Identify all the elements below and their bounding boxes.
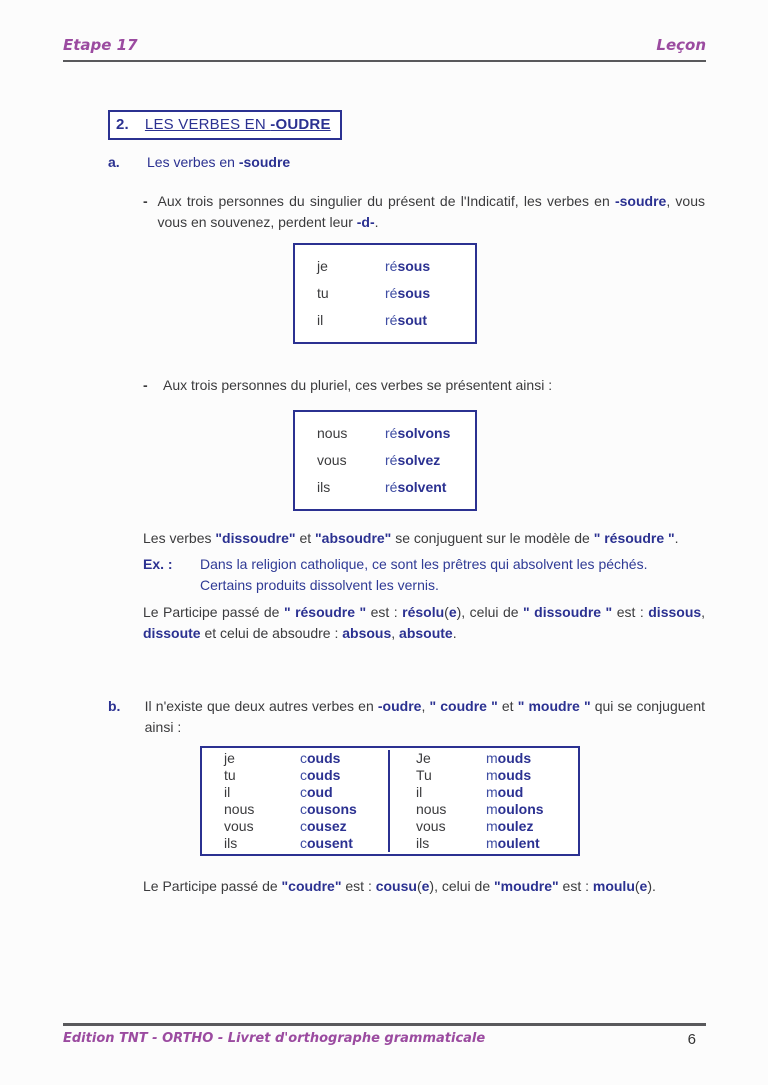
header-etape: Etape 17 xyxy=(63,36,138,54)
verb-ending: ouds xyxy=(497,767,532,783)
bold-term: "moudre" xyxy=(494,878,559,894)
subsection-a-title-text: Les verbes en xyxy=(147,154,239,170)
bold-term: -d- xyxy=(356,214,375,230)
verb-form xyxy=(300,801,357,818)
table-row xyxy=(416,818,578,835)
pronoun: ils xyxy=(416,835,430,851)
pronoun: nous xyxy=(416,801,447,817)
example-sentences xyxy=(200,554,705,596)
verb-stem: c xyxy=(300,801,307,817)
text-segment: ). xyxy=(647,878,656,894)
pronoun: vous xyxy=(416,818,446,834)
bold-term: " coudre " xyxy=(429,698,498,714)
pronoun: vous xyxy=(317,452,347,468)
bold-term: absoute xyxy=(399,625,453,641)
verb-ending: sout xyxy=(397,312,428,328)
conjugation-column-moudre xyxy=(390,750,578,852)
example-label: Ex. : xyxy=(143,556,173,572)
conjugation-box-singular xyxy=(293,243,477,344)
verb-stem: ré xyxy=(385,312,398,328)
verb-form xyxy=(385,423,450,444)
verb-form xyxy=(486,835,540,852)
page-header xyxy=(63,36,706,62)
pronoun: tu xyxy=(224,767,236,783)
bold-term: -soudre xyxy=(614,193,667,209)
verb-stem: ré xyxy=(385,479,398,495)
verb-ending: oulez xyxy=(497,818,534,834)
verb-ending: oulent xyxy=(497,835,540,851)
bold-term: absous xyxy=(342,625,392,641)
table-row xyxy=(224,801,388,818)
paragraph-participe-passe-a xyxy=(143,602,705,644)
bold-term: e xyxy=(448,604,457,620)
table-row xyxy=(416,835,578,852)
text-segment: qui se conjuguent ainsi : xyxy=(144,698,705,735)
verb-stem: m xyxy=(486,784,498,800)
verb-form xyxy=(486,784,523,801)
text-segment: . xyxy=(452,625,457,641)
pronoun: Je xyxy=(416,750,431,766)
verb-ending: sous xyxy=(397,285,431,301)
section-title-bold: -OUDRE xyxy=(270,116,331,133)
verb-form xyxy=(300,750,340,767)
bold-term: e xyxy=(421,878,430,894)
verb-stem: m xyxy=(486,750,498,766)
pronoun: nous xyxy=(317,425,348,441)
section-title xyxy=(145,114,331,135)
table-row xyxy=(224,750,388,767)
footer-edition-text: Edition TNT - ORTHO - Livret d'orthographe grammaticale xyxy=(63,1031,486,1046)
conjugation-row xyxy=(317,420,475,447)
text-segment: Aux trois personnes du singulier du présent de l'Indicatif, les verbes en xyxy=(157,193,615,209)
text-segment: est : xyxy=(612,604,649,620)
verb-stem: ré xyxy=(385,285,398,301)
table-row xyxy=(416,750,578,767)
section-number: 2. xyxy=(116,116,129,133)
pronoun: il xyxy=(224,784,231,800)
bold-term: "coudre" xyxy=(281,878,342,894)
paragraph-participe-passe-b xyxy=(143,876,705,897)
text-segment: et celui de absoudre : xyxy=(200,625,343,641)
example-sentence-2: Certains produits dissolvent les vernis. xyxy=(200,577,439,593)
paragraph-singular-rule xyxy=(143,191,705,233)
verb-stem: c xyxy=(300,767,307,783)
pronoun: Tu xyxy=(416,767,432,783)
lesson-content xyxy=(108,110,705,897)
section-title-text: LES VERBES EN xyxy=(144,116,271,133)
verb-ending: ouds xyxy=(307,767,341,783)
text-segment: Il n'existe que deux autres verbes en xyxy=(144,698,378,714)
subsection-a-heading xyxy=(108,152,705,173)
verb-form xyxy=(300,784,333,801)
verb-form xyxy=(385,310,427,331)
table-row xyxy=(224,767,388,784)
text-segment: et xyxy=(295,530,316,546)
dash-bullet: - xyxy=(143,377,148,393)
pronoun: nous xyxy=(224,801,255,817)
text-segment: est : xyxy=(558,878,593,894)
conjugation-row xyxy=(317,447,475,474)
verb-ending: solvons xyxy=(397,425,451,441)
text-segment: , xyxy=(421,698,430,714)
text-segment: se conjuguent sur le modèle de xyxy=(391,530,594,546)
conjugation-column-coudre xyxy=(202,750,390,852)
verb-stem: ré xyxy=(385,452,398,468)
conjugation-row xyxy=(317,307,475,334)
example-block xyxy=(143,554,705,596)
verb-form xyxy=(385,283,430,304)
verb-stem: m xyxy=(486,767,498,783)
text-segment: Le Participe passé de xyxy=(143,604,284,620)
verb-ending: oulons xyxy=(497,801,544,817)
pronoun: ils xyxy=(224,835,238,851)
header-lecon: Leçon xyxy=(656,36,706,54)
table-row xyxy=(416,767,578,784)
text-segment: ( xyxy=(634,878,640,894)
subsection-a-title-bold: -soudre xyxy=(238,154,291,170)
text-segment: . xyxy=(374,214,379,230)
pronoun: tu xyxy=(317,285,329,301)
verb-form xyxy=(486,767,531,784)
text-segment: , xyxy=(701,604,706,620)
verb-ending: solvez xyxy=(397,452,441,468)
subsection-a-label: a. xyxy=(108,154,120,170)
paragraph-plural-rule xyxy=(143,375,705,396)
table-row xyxy=(416,784,578,801)
verb-form xyxy=(300,767,340,784)
subsection-b-label: b. xyxy=(108,698,121,714)
verb-form xyxy=(486,801,544,818)
table-row xyxy=(224,818,388,835)
conjugation-box-plural xyxy=(293,410,477,511)
verb-stem: c xyxy=(300,835,307,851)
verb-ending: ousent xyxy=(307,835,353,851)
bold-term: "dissoudre" xyxy=(215,530,296,546)
bold-term: résolu xyxy=(402,604,445,620)
bold-term: " moudre " xyxy=(517,698,591,714)
dash-bullet: - xyxy=(143,193,148,209)
bold-term: dissous xyxy=(648,604,702,620)
conjugation-row xyxy=(317,474,475,501)
verb-ending: oud xyxy=(307,784,333,800)
bold-term: " résoudre " xyxy=(283,604,367,620)
bold-term: moulu xyxy=(592,878,635,894)
text-segment: Le Participe passé de xyxy=(143,878,282,894)
text-segment: . xyxy=(674,530,679,546)
text-segment: ), celui de xyxy=(456,604,524,620)
verb-form xyxy=(486,818,533,835)
verb-ending: ouds xyxy=(497,750,532,766)
verb-ending: oud xyxy=(497,784,524,800)
example-sentence-1: Dans la religion catholique, ce sont les prêtres qui absolvent les péchés. xyxy=(200,556,648,572)
verb-ending: solvent xyxy=(397,479,447,495)
text-segment: , vous vous en souvenez, perdent leur xyxy=(157,193,705,230)
verb-form xyxy=(300,818,347,835)
paragraph-singular-rule-text xyxy=(158,191,706,233)
text-segment: ( xyxy=(444,604,449,620)
verb-form xyxy=(486,750,531,767)
page-number: 6 xyxy=(687,1031,696,1048)
conjugation-table-coudre-moudre xyxy=(200,746,580,856)
verb-stem: ré xyxy=(385,425,398,441)
text-segment: est : xyxy=(366,604,403,620)
bold-term: e xyxy=(639,878,648,894)
text-segment: et xyxy=(497,698,518,714)
text-segment: , xyxy=(391,625,400,641)
verb-ending: ousez xyxy=(307,818,347,834)
section-2-title-box xyxy=(108,110,342,140)
verb-stem: m xyxy=(486,801,498,817)
subsection-a-title xyxy=(147,152,290,173)
pronoun: il xyxy=(416,784,423,800)
bold-term: " dissoudre " xyxy=(523,604,613,620)
verb-stem: c xyxy=(300,750,307,766)
pronoun: je xyxy=(224,750,235,766)
conjugation-row xyxy=(317,253,475,280)
pronoun: ils xyxy=(317,479,331,495)
paragraph-coudre-moudre-intro xyxy=(145,696,705,738)
bold-term: cousu xyxy=(375,878,417,894)
text-segment: ( xyxy=(416,878,422,894)
verb-stem: m xyxy=(486,835,498,851)
table-row xyxy=(224,784,388,801)
verb-stem: c xyxy=(300,784,307,800)
page-footer xyxy=(63,1023,706,1048)
pronoun: je xyxy=(317,258,328,274)
pronoun: il xyxy=(317,312,324,328)
text-segment: Les verbes xyxy=(143,530,216,546)
subsection-b xyxy=(108,696,705,738)
verb-ending: ousons xyxy=(307,801,357,817)
verb-ending: sous xyxy=(397,258,431,274)
bold-term: dissoute xyxy=(143,625,201,641)
paragraph-plural-rule-text: Aux trois personnes du pluriel, ces verbes se présentent ainsi : xyxy=(163,377,553,393)
bold-term: -oudre xyxy=(377,698,422,714)
verb-stem: m xyxy=(486,818,498,834)
verb-form xyxy=(385,477,446,498)
bold-term: "absoudre" xyxy=(315,530,392,546)
verb-form xyxy=(385,450,440,471)
verb-form xyxy=(385,256,430,277)
text-segment: est : xyxy=(341,878,376,894)
pronoun: vous xyxy=(224,818,254,834)
table-row xyxy=(416,801,578,818)
table-row xyxy=(224,835,388,852)
verb-ending: ouds xyxy=(307,750,341,766)
bold-term: " résoudre " xyxy=(593,530,675,546)
verb-stem: ré xyxy=(385,258,398,274)
text-segment: ), celui de xyxy=(429,878,495,894)
conjugation-row xyxy=(317,280,475,307)
paragraph-model-resoudre xyxy=(143,528,705,549)
verb-form xyxy=(300,835,353,852)
verb-stem: c xyxy=(300,818,307,834)
